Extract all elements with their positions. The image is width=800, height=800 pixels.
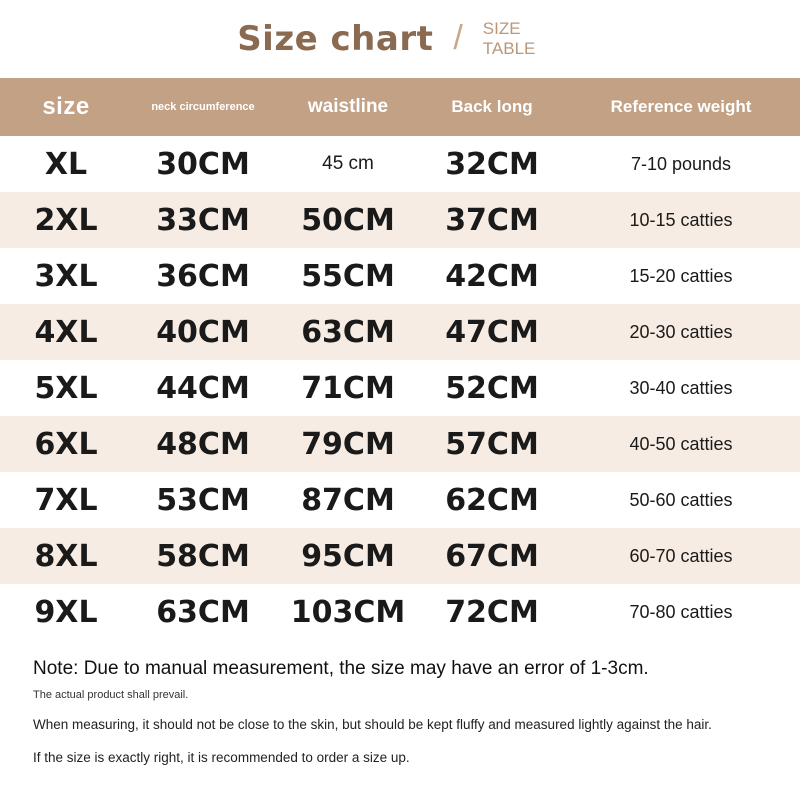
cell-reference-weight: 70-80 catties: [629, 601, 733, 622]
cell-waistline: 95CM: [301, 538, 395, 574]
notes-section: [0, 640, 800, 765]
column-header-back-long: Back long: [451, 97, 533, 116]
cell-reference-weight: 30-40 catties: [629, 377, 733, 398]
cell-size: 9XL: [34, 594, 98, 630]
page-subtitle: SIZE TABLE: [482, 19, 536, 58]
cell-back-long: 37CM: [445, 202, 539, 238]
note-actual-product: The actual product shall prevail.: [33, 689, 189, 701]
cell-size: 8XL: [34, 538, 98, 574]
column-header-size: size: [42, 93, 90, 120]
cell-reference-weight: 10-15 catties: [629, 209, 733, 230]
table-row: [0, 192, 800, 248]
table-header-row: [0, 78, 800, 136]
cell-neck: 63CM: [156, 594, 250, 630]
cell-neck: 44CM: [156, 370, 250, 406]
table-body: [0, 136, 800, 640]
cell-reference-weight: 15-20 catties: [629, 265, 733, 286]
table-row: [0, 304, 800, 360]
cell-back-long: 52CM: [445, 370, 539, 406]
note-measuring-method: When measuring, it should not be close to the skin, but should be kept fluffy and measured lightly against the hair.: [33, 717, 712, 732]
cell-size: 2XL: [34, 202, 98, 238]
column-header-neck: neck circumference: [151, 101, 255, 113]
cell-reference-weight: 40-50 catties: [629, 433, 733, 454]
cell-size: 4XL: [34, 314, 98, 350]
cell-neck: 36CM: [156, 258, 250, 294]
table-row: [0, 248, 800, 304]
cell-waistline: 87CM: [301, 482, 395, 518]
table-row: [0, 360, 800, 416]
cell-back-long: 47CM: [445, 314, 539, 350]
cell-back-long: 67CM: [445, 538, 539, 574]
cell-waistline: 45 cm: [322, 153, 374, 174]
title-divider: /: [453, 18, 463, 57]
size-table: [0, 78, 800, 640]
cell-neck: 30CM: [156, 146, 250, 182]
table-row: [0, 584, 800, 640]
cell-back-long: 32CM: [445, 146, 539, 182]
cell-neck: 33CM: [156, 202, 250, 238]
cell-reference-weight: 20-30 catties: [629, 321, 733, 342]
table-row: [0, 136, 800, 192]
cell-reference-weight: 60-70 catties: [629, 545, 733, 566]
cell-waistline: 71CM: [301, 370, 395, 406]
cell-waistline: 79CM: [301, 426, 395, 462]
cell-waistline: 50CM: [301, 202, 395, 238]
cell-waistline: 55CM: [301, 258, 395, 294]
note-size-up: If the size is exactly right, it is recommended to order a size up.: [33, 750, 410, 765]
cell-reference-weight: 50-60 catties: [629, 489, 733, 510]
page-header: [0, 0, 800, 78]
cell-waistline: 63CM: [301, 314, 395, 350]
cell-waistline: 103CM: [290, 594, 406, 630]
cell-neck: 40CM: [156, 314, 250, 350]
page-title: Size chart: [237, 19, 434, 59]
cell-back-long: 72CM: [445, 594, 539, 630]
table-row: [0, 416, 800, 472]
column-header-waistline: waistline: [307, 96, 389, 117]
cell-neck: 58CM: [156, 538, 250, 574]
cell-size: 6XL: [34, 426, 98, 462]
cell-size: 7XL: [34, 482, 98, 518]
table-header: [0, 78, 800, 136]
cell-neck: 48CM: [156, 426, 250, 462]
cell-size: 3XL: [34, 258, 98, 294]
table-row: [0, 472, 800, 528]
column-header-reference-weight: Reference weight: [610, 97, 752, 116]
cell-size: XL: [44, 146, 88, 182]
cell-size: 5XL: [34, 370, 98, 406]
cell-reference-weight: 7-10 pounds: [630, 153, 732, 174]
cell-back-long: 57CM: [445, 426, 539, 462]
cell-back-long: 62CM: [445, 482, 539, 518]
table-row: [0, 528, 800, 584]
cell-back-long: 42CM: [445, 258, 539, 294]
cell-neck: 53CM: [156, 482, 250, 518]
note-measurement-error: Note: Due to manual measurement, the size may have an error of 1-3cm.: [33, 658, 649, 679]
